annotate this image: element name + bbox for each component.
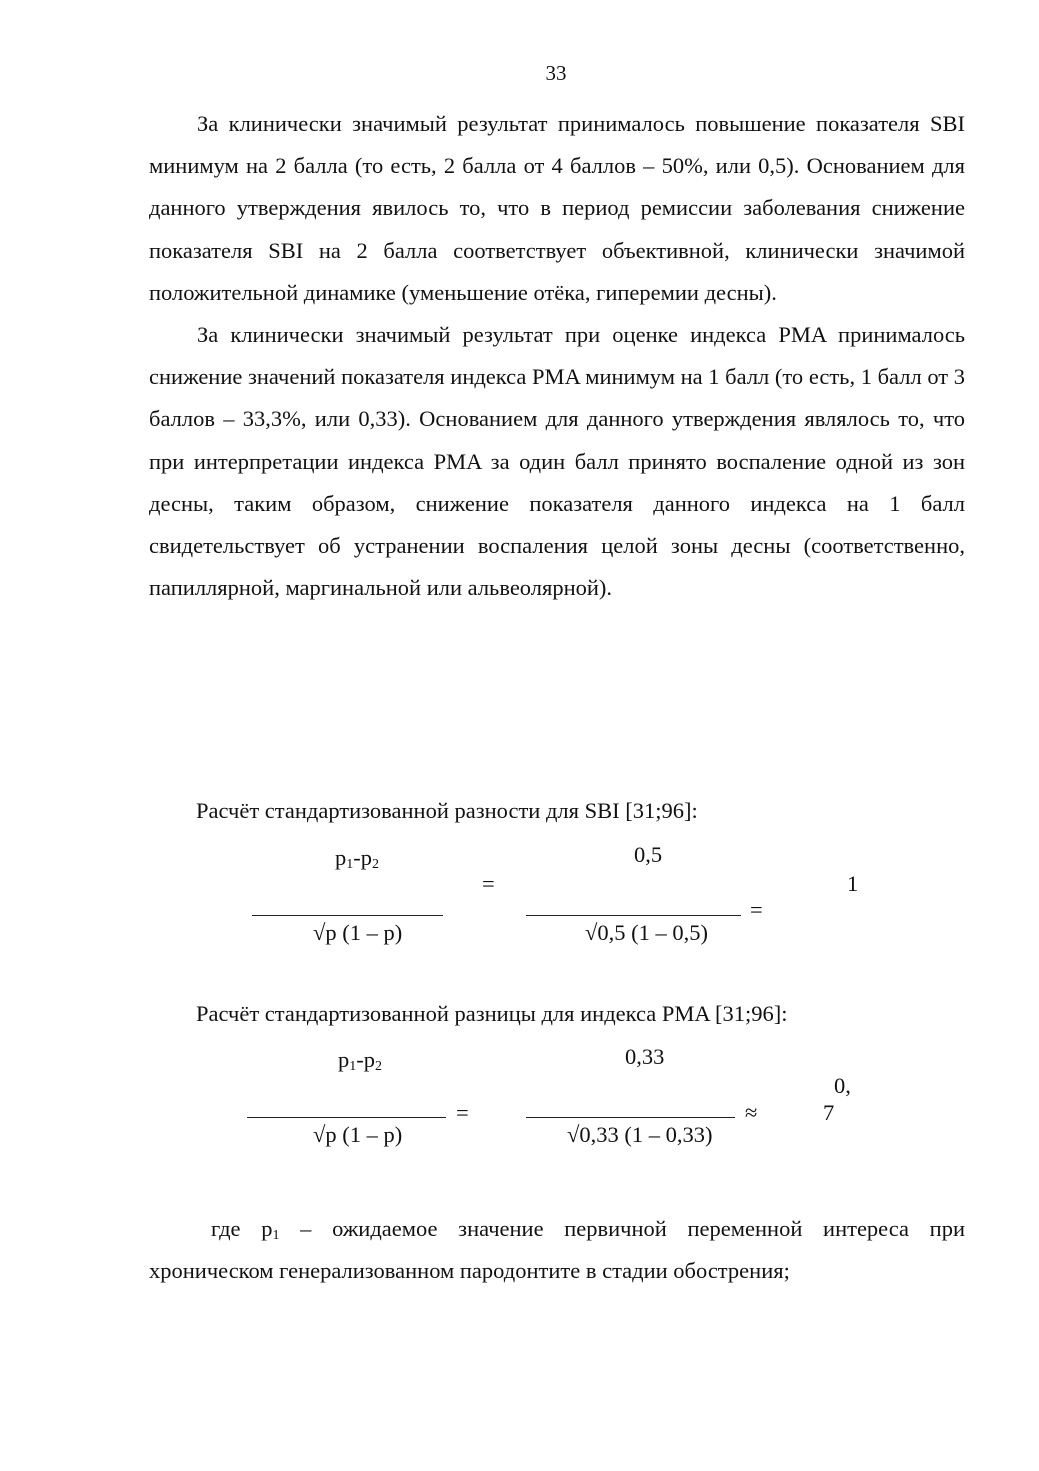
page-number: 33 xyxy=(545,61,567,85)
where-subscript: 1 xyxy=(272,1228,280,1243)
formula-pma-result-line-2: 7 xyxy=(823,1100,835,1125)
formula-pma-result-line-1: 0, xyxy=(834,1073,851,1098)
variable-explanation xyxy=(149,1208,965,1292)
formula-pma-denominator: √p (1 – p) xyxy=(313,1122,403,1147)
main-text xyxy=(149,103,965,609)
formula-sbi-heading: Расчёт стандартизованной разности для SBI [31;96]: xyxy=(196,798,698,823)
formula-pma-approx: ≈ xyxy=(745,1100,758,1125)
formula-sbi-value-denominator: √0,5 (1 – 0,5) xyxy=(585,920,708,945)
paragraph-pma: За клинически значимый результат при оценке индекса PMA принималось снижение значений показателя индекса PMA минимум на 1 балл (то есть, 1 балл от 3 баллов – 33,3%, или 0,33). Основанием для данного утверждения являлось то, что при интерпретации индекса PMA за один балл принято воспаление одной из зон десны, таким образом, снижение показателя данного индекса на 1 балл свидетельствует об устранении воспаления целой зоны десны (соответственно, папиллярной, маргинальной или альвеолярной). xyxy=(149,322,965,601)
paragraph-sbi: За клинически значимый результат принималось повышение показателя SBI минимум на 2 балла (то есть, 2 балла от 4 баллов – 50%, или 0,5). Основанием для данного утверждения явилось то, что в период ремиссии заболевания снижение показателя SBI на 2 балла соответствует объективной, клинически значимой положительной динамике (уменьшение отёка, гиперемии десны). xyxy=(149,111,965,305)
formula-sbi-equals: = xyxy=(482,871,495,896)
formula-pma-value-numerator: 0,33 xyxy=(625,1044,665,1069)
formula-sbi-result: 1 xyxy=(847,871,859,896)
formula-sbi-fraction-bar xyxy=(252,915,443,916)
formula-pma-value-denominator: √0,33 (1 – 0,33) xyxy=(567,1122,713,1147)
formula-sbi-value-fraction-bar xyxy=(526,915,741,916)
formula-sbi-equals-2: = xyxy=(750,897,763,922)
formula-pma-value-fraction-bar xyxy=(526,1117,735,1118)
formula-pma-numerator: $p_1-p_2$ xyxy=(338,1047,382,1074)
where-text: – ожидаемое значение первичной переменной интереса при хроническом генерализованном пародонтите в стадии обострения; xyxy=(149,1216,965,1283)
formula-sbi-denominator: √p (1 – p) xyxy=(313,920,403,945)
where-prefix: где p xyxy=(211,1216,273,1241)
formula-pma-equals: = xyxy=(456,1100,469,1125)
formula-pma-heading: Расчёт стандартизованной разницы для индекса PMA [31;96]: xyxy=(196,1001,788,1026)
formula-pma-fraction-bar xyxy=(247,1117,446,1118)
formula-sbi-value-numerator: 0,5 xyxy=(634,842,663,867)
formula-sbi-numerator: $p_1-p_2$ xyxy=(335,845,379,872)
